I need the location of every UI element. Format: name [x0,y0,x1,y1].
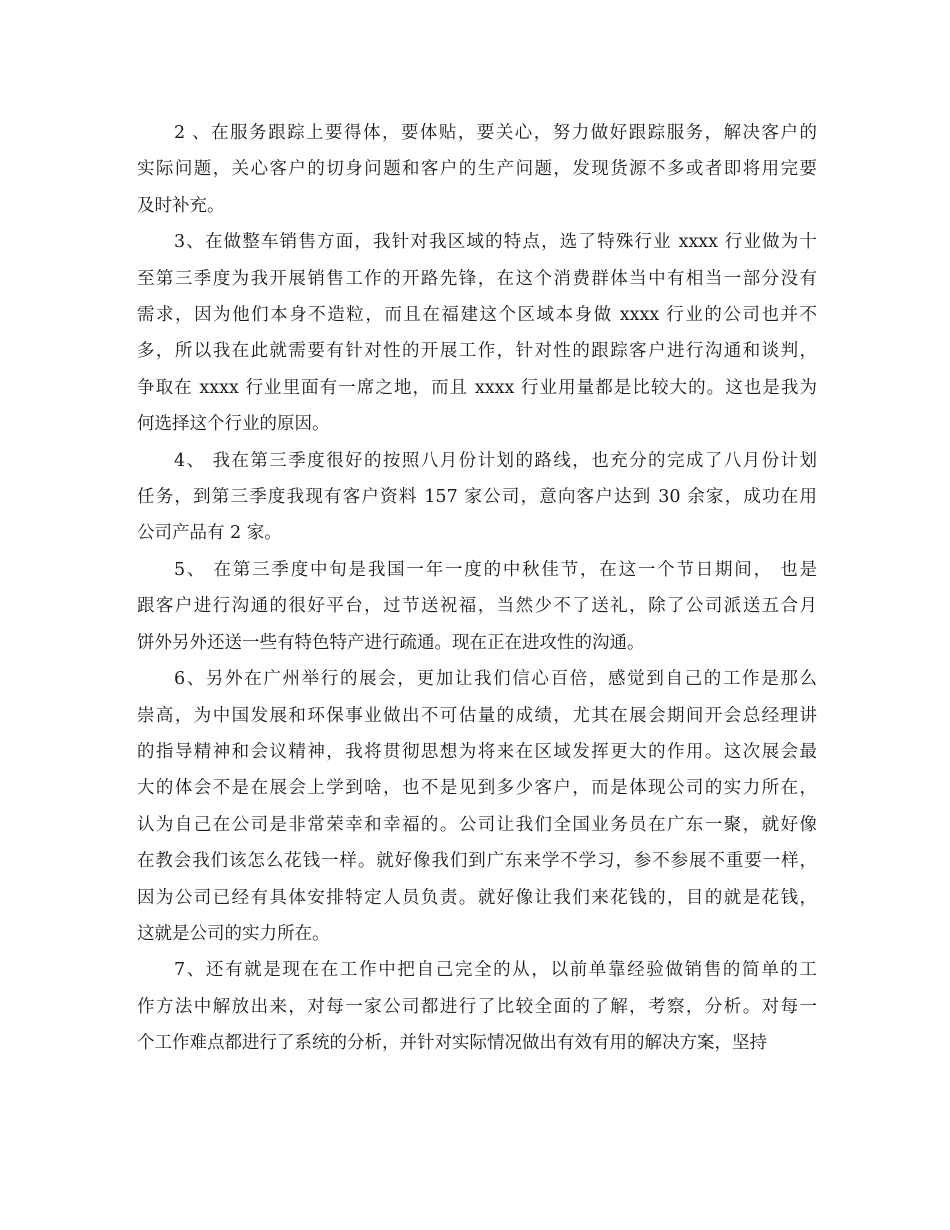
paragraph-line: 任务，到第三季度我现有客户资料 157 家公司，意向客户达到 30 余家，成功在用 [137,487,817,508]
paragraph-line: 需求，因为他们本身不造粒，而且在福建这个区域本身做 xxxx 行业的公司也并不 [137,305,817,326]
paragraph-line: 7、还有就是现在在工作中把自己完全的从，以前单靠经验做销售的简单的工 [174,960,817,981]
paragraph-line: 争取在 xxxx 行业里面有一席之地，而且 xxxx 行业用量都是比较大的。这也是我为 [137,377,817,398]
paragraph-line: 何选择这个行业的原因。 [137,414,330,435]
paragraph-line: 多，所以我在此就需要有针对性的开展工作，针对性的跟踪客户进行沟通和谈判， [137,341,817,362]
paragraph-line: 3、在做整车销售方面，我针对我区域的特点，选了特殊行业 xxxx 行业做为十 [174,232,817,253]
paragraph [137,952,817,1061]
paragraph-line: 跟客户进行沟通的很好平台，过节送祝福，当然少不了送礼，除了公司派送五合月 [137,596,817,617]
paragraph-line: 2 、在服务跟踪上要得体，要体贴，要关心，努力做好跟踪服务，解决客户的 [174,123,817,143]
paragraph [137,115,817,224]
paragraph-line: 个工作难点都进行了系统的分析，并针对实际情况做出有效有用的解决方案，坚持 [137,1033,767,1054]
paragraph-line: 在教会我们该怎么花钱一样。就好像我们到广东来学不学习，参不参展不重要一样， [137,851,817,872]
paragraph-line: 崇高，为中国发展和环保事业做出不可估量的成绩，尤其在展会期间开会总经理讲 [137,705,817,726]
paragraph-line: 公司产品有 2 家。 [137,523,282,544]
paragraph-line: 认为自己在公司是非常荣幸和幸福的。公司让我们全国业务员在广东一聚，就好像 [137,814,817,835]
document-body [137,115,817,1062]
paragraph-line: 5、 在第三季度中旬是我国一年一度的中秋佳节，在这一个节日期间， 也是 [174,559,817,580]
paragraph-line: 至第三季度为我开展销售工作的开路先锋，在这个消费群体当中有相当一部分没有 [137,268,817,289]
paragraph [137,661,817,952]
paragraph-line: 的指导精神和会议精神，我将贯彻思想为将来在区域发挥更大的作用。这次展会最 [137,741,817,762]
paragraph-line: 饼外另外还送一些有特色特产进行疏通。现在正在进攻性的沟通。 [137,632,645,653]
paragraph [137,552,817,661]
paragraph-line: 因为公司已经有具体安排特定人员负责。就好像让我们来花钱的，目的就是花钱， [137,887,817,908]
paragraph [137,443,817,552]
paragraph-line: 大的体会不是在展会上学到啥，也不是见到多少客户，而是体现公司的实力所在， [137,778,817,799]
paragraph [137,224,817,442]
paragraph-line: 4、 我在第三季度很好的按照八月份计划的路线，也充分的完成了八月份计划 [174,450,817,471]
paragraph-line: 及时补充。 [137,195,225,216]
paragraph-line: 这就是公司的实力所在。 [137,923,330,944]
paragraph-line: 作方法中解放出来，对每一家公司都进行了比较全面的了解，考察，分析。对每一 [137,996,817,1017]
paragraph-line: 实际问题，关心客户的切身问题和客户的生产问题，发现货源不多或者即将用完要 [137,159,817,180]
paragraph-line: 6、另外在广州举行的展会，更加让我们信心百倍，感觉到自己的工作是那么 [174,669,817,690]
